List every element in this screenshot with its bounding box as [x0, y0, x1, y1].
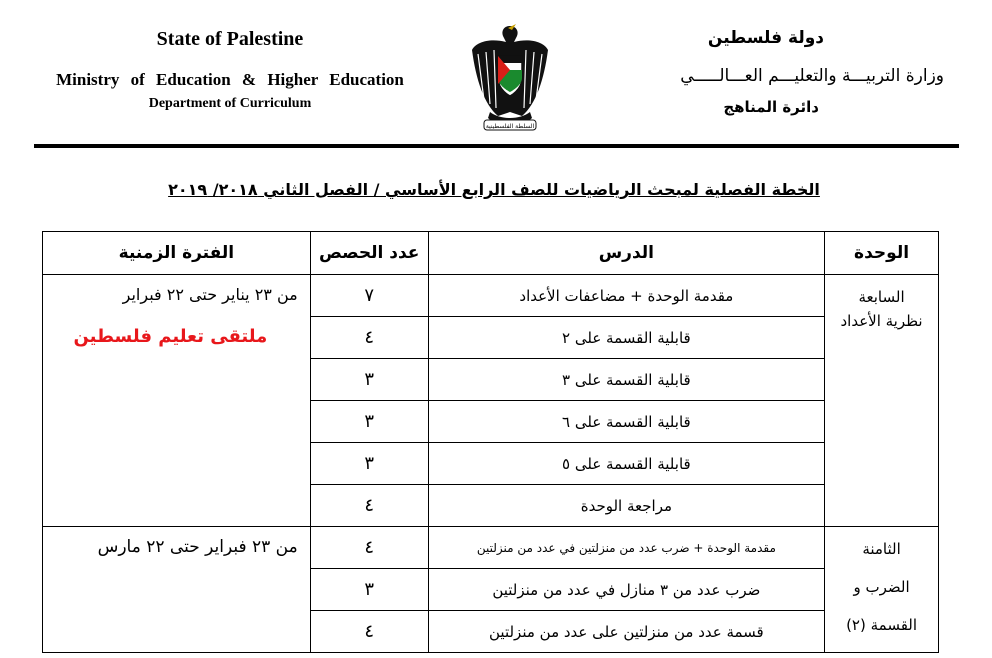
period-cell — [43, 527, 311, 653]
lesson-cell: قسمة عدد من منزلتين على عدد من منزلتين — [428, 611, 824, 653]
palestine-eagle-emblem-icon — [470, 20, 550, 138]
header-lesson: الدرس — [428, 232, 824, 275]
count-cell: ٤ — [310, 611, 428, 653]
table-row — [43, 527, 939, 569]
emblem-banner-text: السلطة الفلسطينية — [485, 123, 535, 130]
lesson-cell: مراجعة الوحدة — [428, 485, 824, 527]
lesson-cell: قابلية القسمة على ٥ — [428, 443, 824, 485]
arabic-header — [584, 28, 944, 116]
count-cell: ٣ — [310, 359, 428, 401]
count-cell: ٣ — [310, 401, 428, 443]
unit-subtitle: الضرب و — [853, 578, 910, 596]
count-cell: ٣ — [310, 569, 428, 611]
table-header-row — [43, 232, 939, 275]
state-name-en: State of Palestine — [156, 28, 304, 50]
unit-subtitle: نظرية الأعداد — [840, 312, 923, 330]
ministry-name-ar: وزارة التربيـــة والتعليـــم العـــالـــــي — [680, 66, 944, 86]
count-cell: ٤ — [310, 317, 428, 359]
unit-name: الثامنة — [862, 540, 901, 558]
count-cell: ٣ — [310, 443, 428, 485]
department-name-en: Department of Curriculum — [148, 96, 312, 111]
plan-table — [42, 231, 939, 653]
lesson-cell: قابلية القسمة على ٦ — [428, 401, 824, 443]
lesson-cell: قابلية القسمة على ٢ — [428, 317, 824, 359]
watermark-text: ملتقى تعليم فلسطين — [73, 326, 268, 347]
lesson-cell: مقدمة الوحدة + مضاعفات الأعداد — [428, 275, 824, 317]
header-period: الفترة الزمنية — [43, 232, 311, 275]
count-cell: ٤ — [310, 485, 428, 527]
unit-cell — [825, 275, 939, 527]
header-count: عدد الحصص — [310, 232, 428, 275]
count-cell: ٤ — [310, 527, 428, 569]
header-unit: الوحدة — [825, 232, 939, 275]
period-text: من ٢٣ يناير حتى ٢٢ فبراير — [122, 285, 298, 304]
lesson-cell: ضرب عدد من ٣ منازل في عدد من منزلتين — [428, 569, 824, 611]
table-row — [43, 275, 939, 317]
lesson-cell: قابلية القسمة على ٣ — [428, 359, 824, 401]
department-name-ar: دائرة المناهج — [723, 98, 819, 116]
unit-name: السابعة — [858, 288, 905, 306]
unit-cell — [825, 527, 939, 653]
count-cell: ٧ — [310, 275, 428, 317]
unit-subtitle: القسمة (٢) — [846, 616, 918, 634]
ministry-name-en: Ministry of Education & Higher Education — [56, 70, 404, 89]
period-text: من ٢٣ فبراير حتى ٢٢ مارس — [97, 537, 298, 557]
state-name-ar: دولة فلسطين — [707, 28, 824, 48]
header-divider — [34, 144, 959, 148]
page-title: الخطة الفصلية لمبحث الرياضيات للصف الرابع الأساسي / الفصل الثاني ٢٠١٨/ ٢٠١٩ — [168, 180, 820, 199]
lesson-cell: مقدمة الوحدة + ضرب عدد من منزلتين في عدد من منزلتين — [428, 527, 824, 569]
period-cell — [43, 275, 311, 527]
english-header — [30, 28, 430, 112]
